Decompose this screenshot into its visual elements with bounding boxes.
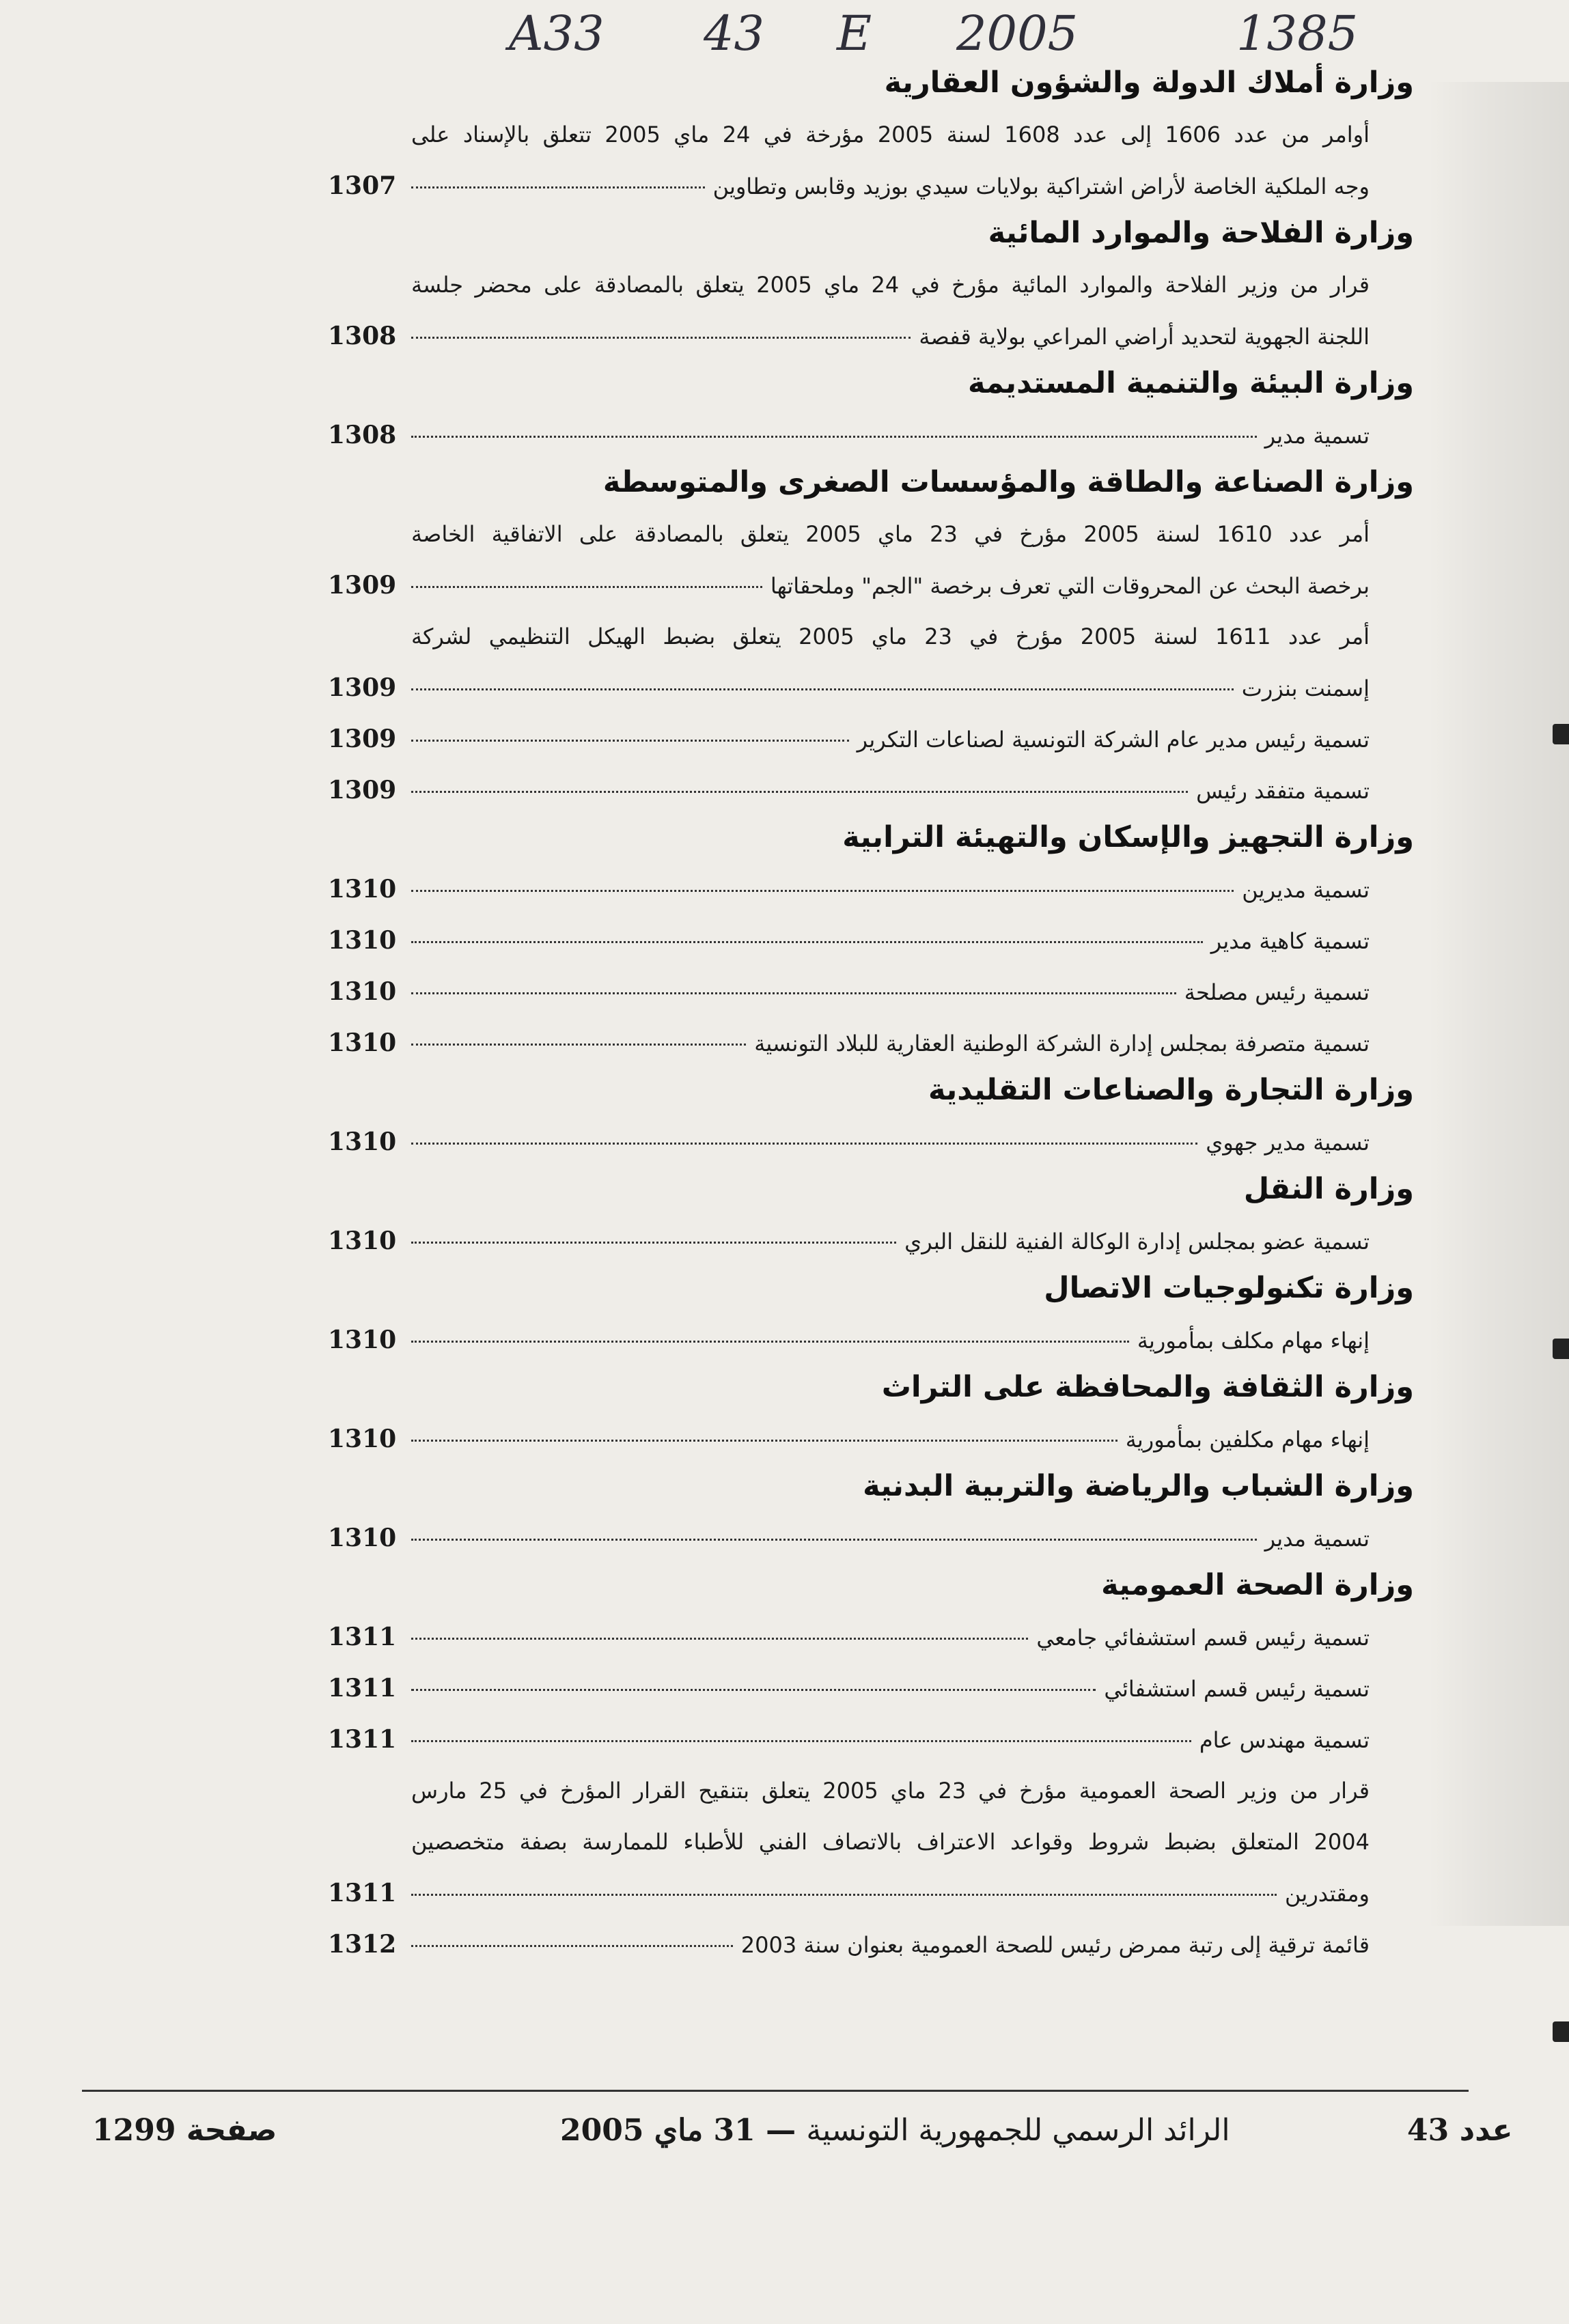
issue-value: 43 (1407, 2113, 1449, 2148)
dot-leader (411, 992, 1176, 994)
toc-entry-line (328, 109, 1421, 160)
toc-entry (328, 1117, 1421, 1168)
entry-page-number: 1309 (328, 776, 397, 804)
section-title: وزارة تكنولوجيات الاتصال (1044, 1271, 1414, 1305)
entry-text: أمر عدد 1611 لسنة 2005 مؤرخ في 23 ماي 2005 يتعلق بضبط الهيكل التنظيمي لشركة (411, 624, 1370, 649)
entry-page-number: 1310 (328, 1227, 397, 1255)
toc-entry (328, 864, 1421, 915)
binding-mark (1553, 2021, 1569, 2042)
entry-page-number: 1311 (328, 1725, 397, 1754)
dot-leader (411, 688, 1234, 690)
entry-text: تسمية مدير جهوي (1206, 1130, 1370, 1156)
toc-section (328, 1168, 1421, 1267)
entry-page-number: 1308 (328, 421, 397, 449)
entry-text: تسمية مدير (1264, 423, 1370, 449)
section-title: وزارة الشباب والرياضة والتربية البدنية (863, 1469, 1414, 1503)
toc-entry (328, 1612, 1421, 1663)
entry-text: تسمية رئيس قسم استشفائي (1104, 1676, 1370, 1702)
toc-entry-line (328, 1765, 1421, 1817)
entry-page-number: 1310 (328, 1028, 397, 1057)
entry-text: تسمية رئيس مصلحة (1184, 979, 1370, 1005)
toc-section (328, 816, 1421, 1069)
footer-rule (82, 2090, 1469, 2092)
entry-page-number: 1310 (328, 1128, 397, 1156)
entry-text: اللجنة الجهوية لتحديد أراضي المراعي بولاية قفصة (919, 324, 1370, 350)
entry-text: تسمية متصرفة بمجلس إدارة الشركة الوطنية العقارية للبلاد التونسية (754, 1031, 1370, 1056)
dot-leader (411, 1945, 733, 1947)
table-of-contents (328, 61, 1421, 1970)
dot-leader (411, 740, 849, 742)
entry-page-number: 1307 (328, 171, 397, 200)
dot-leader (411, 890, 1234, 892)
handwritten-letter: E (837, 5, 872, 61)
entry-text: تسمية رئيس مدير عام الشركة التونسية لصناعات التكرير (857, 727, 1370, 753)
handwritten-year: 2005 (956, 5, 1079, 61)
entry-text: قرار من وزير الفلاحة والموارد المائية مؤرخ في 24 ماي 2005 يتعلق بالمصادقة على محضر جلسة (411, 272, 1370, 298)
toc-entry-line (328, 260, 1421, 311)
toc-entry (328, 1216, 1421, 1267)
entry-text: أوامر من عدد 1606 إلى عدد 1608 لسنة 2005 مؤرخة في 24 ماي 2005 تتعلق بالإسناد على (411, 122, 1370, 148)
toc-section (328, 1267, 1421, 1366)
dot-leader (411, 1539, 1257, 1541)
toc-entry (328, 1414, 1421, 1465)
dot-leader (411, 941, 1203, 943)
entry-page-number: 1309 (328, 673, 397, 702)
entry-page-number: 1310 (328, 1524, 397, 1552)
toc-entry (328, 662, 1421, 714)
entry-text: برخصة البحث عن المحروقات التي تعرف برخصة "الجم" وملحقاتها (770, 573, 1370, 599)
journal-name: الرائد الرسمي للجمهورية التونسية (806, 2113, 1230, 2148)
section-title: وزارة الصناعة والطاقة والمؤسسات الصغرى والمتوسطة (602, 465, 1414, 499)
page-number (92, 2107, 277, 2155)
dot-leader (411, 1440, 1117, 1442)
entry-page-number: 1311 (328, 1674, 397, 1703)
dot-leader (411, 186, 705, 188)
entry-text: تسمية متفقد رئيس (1196, 778, 1370, 804)
toc-section (328, 1069, 1421, 1168)
toc-entry (328, 1868, 1421, 1919)
toc-entry (328, 714, 1421, 765)
entry-page-number: 1309 (328, 725, 397, 753)
toc-entry (328, 1919, 1421, 1970)
toc-entry-line (328, 509, 1421, 560)
entry-page-number: 1310 (328, 977, 397, 1006)
entry-text: تسمية مديرين (1242, 877, 1370, 903)
issue-number (1407, 2107, 1513, 2155)
toc-entry (328, 410, 1421, 461)
toc-section (328, 362, 1421, 461)
toc-entry (328, 160, 1421, 212)
dot-leader (411, 1894, 1277, 1896)
toc-section (328, 461, 1421, 816)
entry-text: وجه الملكية الخاصة لأراض اشتراكية بولايات سيدي بوزيد وقابس وتطاوين (712, 173, 1370, 199)
page-label: صفحة (186, 2113, 277, 2148)
toc-entry (328, 915, 1421, 966)
dot-leader (411, 1638, 1028, 1640)
entry-text: قرار من وزير الصحة العمومية مؤرخ في 23 ماي 2005 يتعلق بتنقيح القرار المؤرخ في 25 مارس (411, 1778, 1370, 1804)
toc-entry (328, 765, 1421, 816)
section-title: وزارة النقل (1243, 1172, 1414, 1206)
binding-mark (1553, 724, 1569, 744)
entry-text: قائمة ترقية إلى رتبة ممرض رئيس للصحة العمومية بعنوان سنة 2003 (740, 1932, 1370, 1958)
entry-text: تسمية رئيس قسم استشفائي جامعي (1036, 1625, 1370, 1651)
section-title: وزارة أملاك الدولة والشؤون العقارية (884, 66, 1414, 100)
entry-text: ومقتدرين (1285, 1881, 1370, 1907)
dot-leader (411, 1341, 1129, 1343)
entry-page-number: 1310 (328, 926, 397, 955)
entry-text: تسمية عضو بمجلس إدارة الوكالة الفنية للنقل البري (904, 1229, 1370, 1255)
dot-leader (411, 436, 1257, 438)
entry-text: إسمنت بنزرت (1241, 675, 1370, 701)
issue-date: 31 ماي 2005 (560, 2113, 755, 2148)
entry-page-number: 1310 (328, 875, 397, 904)
entry-page-number: 1309 (328, 571, 397, 600)
toc-entry (328, 1018, 1421, 1069)
entry-page-number: 1310 (328, 1326, 397, 1354)
entry-text: تسمية مهندس عام (1199, 1727, 1370, 1753)
dot-leader (411, 337, 911, 339)
entry-text: تسمية كاهية مدير (1210, 928, 1370, 954)
handwritten-number: 1385 (1236, 5, 1359, 61)
toc-entry (328, 1663, 1421, 1714)
section-title: وزارة البيئة والتنمية المستديمة (968, 366, 1414, 400)
handwritten-issue: 43 (704, 5, 765, 61)
entry-page-number: 1310 (328, 1425, 397, 1453)
page-edge-shadow (1428, 82, 1569, 1926)
dot-leader (411, 1689, 1096, 1691)
entry-text: أمر عدد 1610 لسنة 2005 مؤرخ في 23 ماي 2005 يتعلق بالمصادقة على الاتفاقية الخاصة (411, 521, 1370, 547)
toc-entry (328, 1315, 1421, 1366)
toc-entry (328, 966, 1421, 1018)
issue-label: عدد (1459, 2113, 1513, 2148)
toc-entry (328, 311, 1421, 362)
toc-entry (328, 560, 1421, 611)
section-title: وزارة الفلاحة والموارد المائية (988, 216, 1414, 250)
dot-leader (411, 1242, 896, 1244)
toc-section (328, 1465, 1421, 1564)
section-title: وزارة الثقافة والمحافظة على التراث (881, 1370, 1414, 1404)
entry-text: تسمية مدير (1264, 1526, 1370, 1552)
section-title: وزارة التجهيز والإسكان والتهيئة الترابية (842, 820, 1414, 854)
entry-text: 2004 المتعلق بضبط شروط وقواعد الاعتراف بالاتصاف الفني للأطباء للممارسة بصفة متخصصين (411, 1829, 1370, 1855)
toc-entry (328, 1714, 1421, 1765)
toc-entry (328, 1513, 1421, 1564)
section-title: وزارة الصحة العمومية (1101, 1568, 1414, 1602)
entry-page-number: 1311 (328, 1879, 397, 1907)
entry-page-number: 1311 (328, 1623, 397, 1651)
dot-leader (411, 791, 1188, 793)
toc-section (328, 1564, 1421, 1970)
entry-page-number: 1312 (328, 1930, 397, 1959)
handwritten-code: A33 (509, 5, 605, 61)
dot-leader (411, 1044, 746, 1046)
dot-leader (411, 1740, 1191, 1742)
entry-text: إنهاء مهام مكلفين بمأمورية (1125, 1427, 1370, 1453)
toc-section (328, 1366, 1421, 1465)
toc-entry-line (328, 611, 1421, 662)
journal-title (560, 2107, 1230, 2155)
toc-entry-line (328, 1817, 1421, 1868)
binding-mark (1553, 1339, 1569, 1359)
toc-section (328, 61, 1421, 212)
entry-page-number: 1308 (328, 322, 397, 350)
toc-section (328, 212, 1421, 362)
dot-leader (411, 1143, 1197, 1145)
section-title: وزارة التجارة والصناعات التقليدية (928, 1073, 1414, 1107)
dash: — (766, 2113, 796, 2148)
dot-leader (411, 586, 762, 588)
page-value: 1299 (92, 2113, 176, 2148)
entry-text: إنهاء مهام مكلف بمأمورية (1137, 1328, 1370, 1354)
